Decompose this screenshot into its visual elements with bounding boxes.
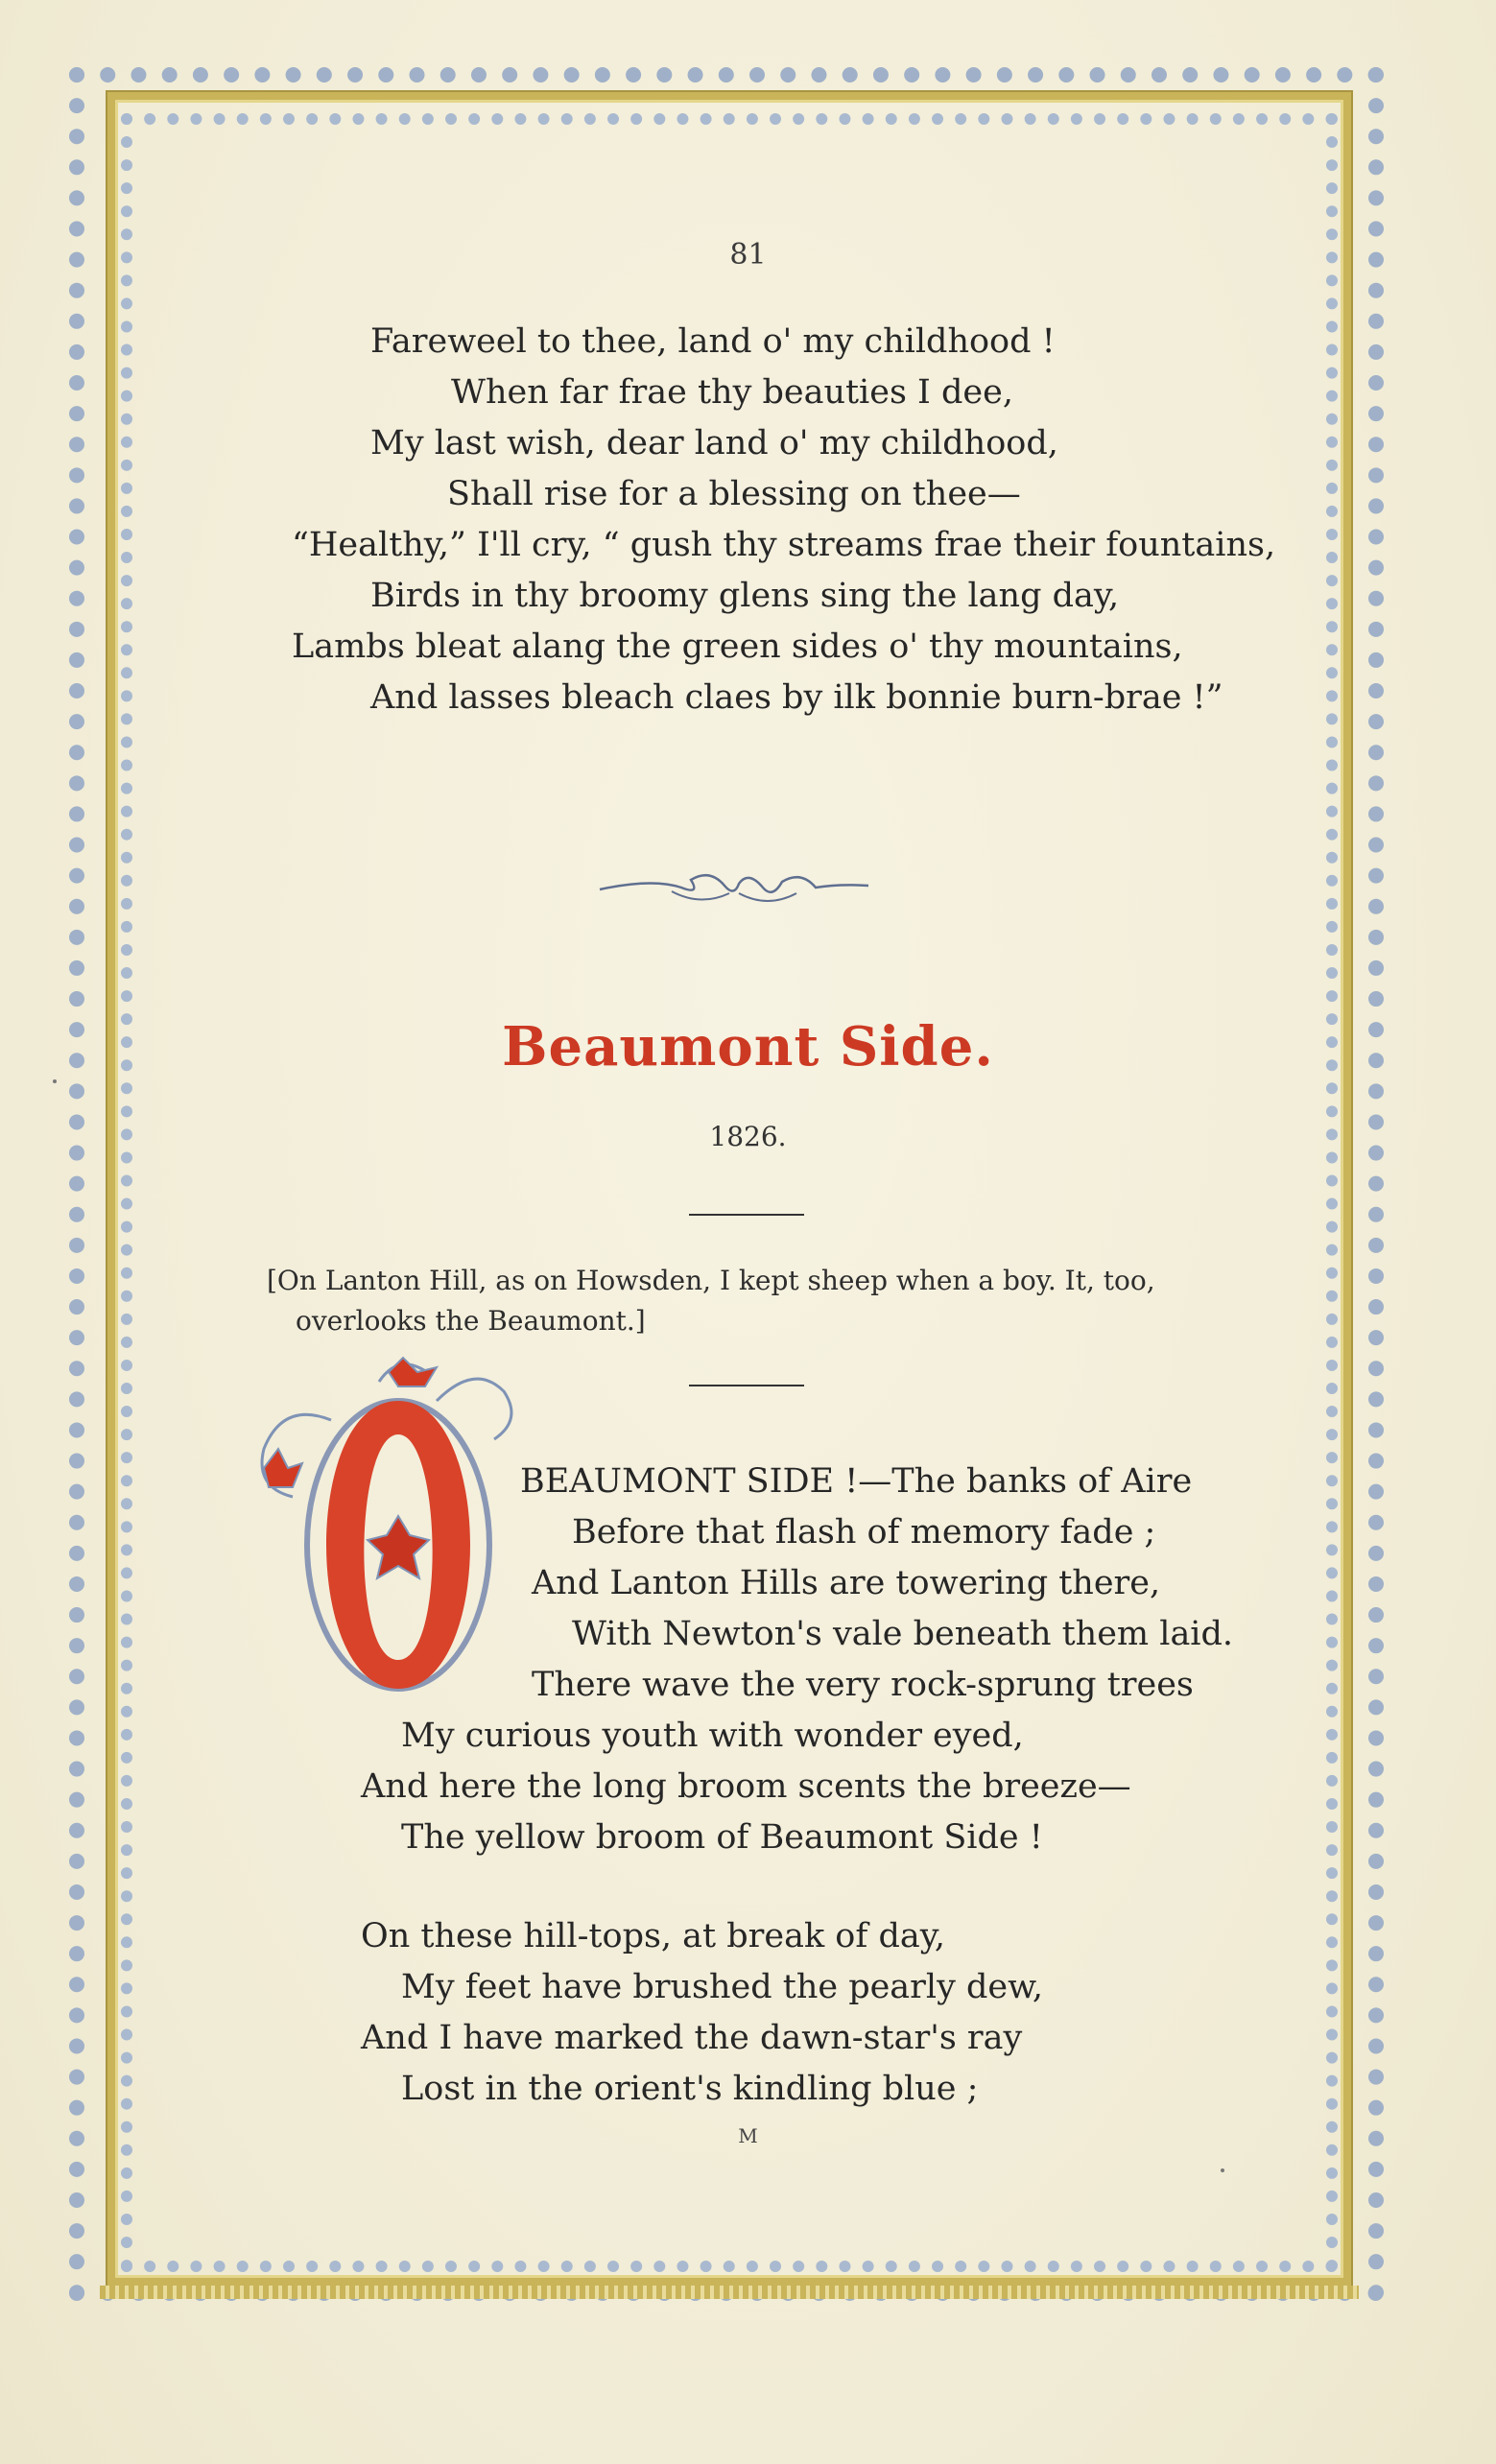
- flourish-ornament: [595, 859, 873, 916]
- verse-line: My feet have brushed the pearly dew,: [401, 1968, 1044, 2006]
- gold-border-strip: [100, 2286, 1359, 2299]
- verse-line: And lasses bleach claes by ilk bonnie burn-brae !”: [370, 678, 1223, 717]
- verse-line: Shall rise for a blessing on thee—: [447, 475, 1021, 513]
- verse-line: And Lanton Hills are towering there,: [532, 1564, 1161, 1602]
- initial-letter: O: [397, 1554, 399, 1555]
- poem-year: 1826.: [709, 1121, 787, 1152]
- verse-line: Fareweel to thee, land o' my childhood !: [370, 322, 1056, 361]
- decorated-initial-o: [245, 1343, 552, 1708]
- verse-line: My curious youth with wonder eyed,: [401, 1717, 1024, 1755]
- paper-speck: [53, 1079, 57, 1083]
- verse-line: Before that flash of memory fade ;: [572, 1513, 1156, 1552]
- verse-line: “Healthy,” I'll cry, “ gush thy streams frae their fountains,: [292, 526, 1276, 564]
- verse-line: Lambs bleat alang the green sides o' thy mountains,: [292, 628, 1183, 666]
- verse-line: BEAUMONT SIDE !—The banks of Aire: [520, 1462, 1193, 1501]
- verse-line: Birds in thy broomy glens sing the lang day,: [370, 577, 1120, 615]
- verse-line: On these hill-tops, at break of day,: [361, 1917, 945, 1955]
- poem-title: Beaumont Side.: [502, 1015, 994, 1078]
- verse-line: My last wish, dear land o' my childhood,: [370, 424, 1058, 462]
- verse-line: There wave the very rock-sprung trees: [532, 1666, 1194, 1704]
- divider-rule: [689, 1214, 804, 1216]
- verse-line: And I have marked the dawn-star's ray: [361, 2019, 1023, 2057]
- verse-line: The yellow broom of Beaumont Side !: [401, 1818, 1043, 1857]
- verse-line: And here the long broom scents the breeze—: [361, 1767, 1131, 1806]
- verse-line: With Newton's vale beneath them laid.: [572, 1615, 1234, 1653]
- poem-note-line: [On Lanton Hill, as on Howsden, I kept sheep when a boy. It, too,: [267, 1265, 1155, 1296]
- page-number: 81: [729, 238, 767, 272]
- verse-line: When far frae thy beauties I dee,: [451, 373, 1013, 412]
- poem-note-line: overlooks the Beaumont.]: [296, 1305, 646, 1337]
- paper-speck: [1221, 2168, 1224, 2172]
- verse-line: Lost in the orient's kindling blue ;: [401, 2070, 979, 2108]
- divider-rule: [689, 1385, 804, 1386]
- signature-mark: M: [738, 2124, 758, 2147]
